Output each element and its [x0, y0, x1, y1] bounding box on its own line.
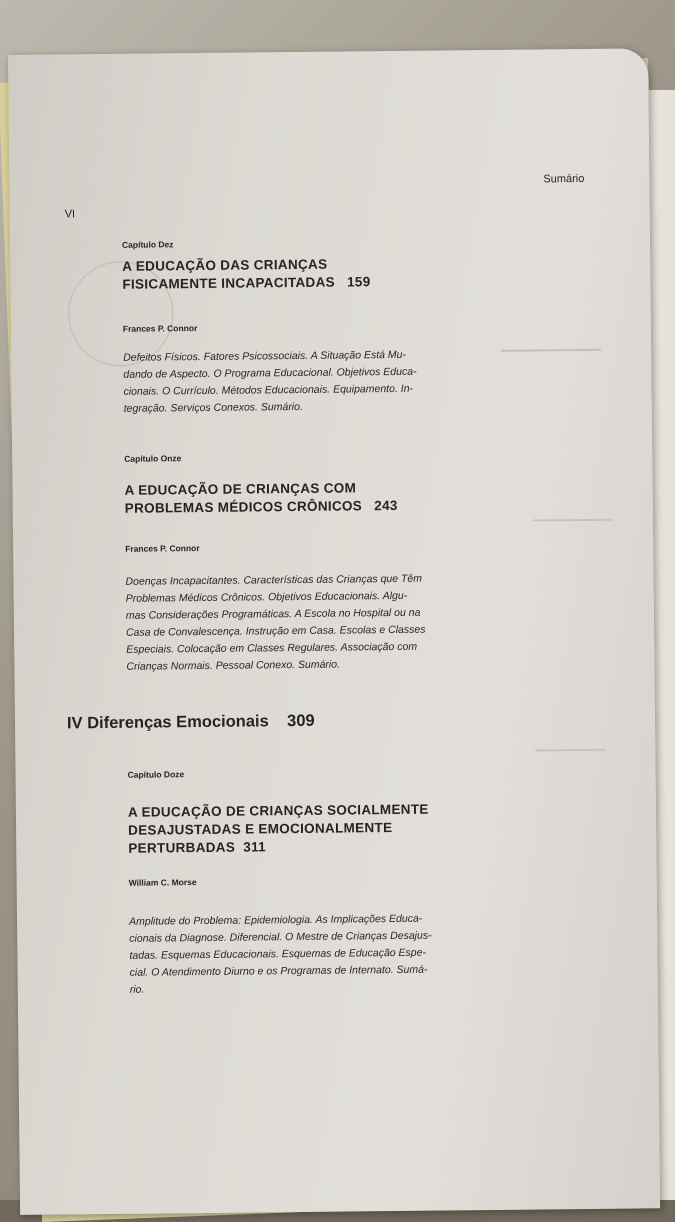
part-title: IV Diferenças Emocionais — [66, 712, 269, 733]
summary-line: Especiais. Colocação em Classes Regulares. Associação com — [126, 640, 418, 656]
chapter-title-line — [122, 271, 542, 293]
chapter-title — [122, 253, 542, 293]
chapter-title-line: A EDUCAÇÃO DE CRIANÇAS COM — [124, 480, 357, 498]
chapter-title-line: DESAJUSTADAS E EMOCIONALMENTE — [128, 820, 393, 838]
book-page — [8, 48, 660, 1215]
summary-line: tadas. Esquemas Educacionais. Esquemas de Educação Espe- — [129, 946, 427, 962]
summary-line: Problemas Médicos Crônicos. Objetivos Educacionais. Algu- — [125, 589, 408, 605]
chapter-title-line: A EDUCAÇÃO DE CRIANÇAS SOCIALMENTE — [127, 801, 429, 820]
chapter-summary — [125, 569, 556, 675]
summary-line: Crianças Normais. Pessoal Conexo. Sumário. — [126, 658, 341, 673]
chapter-author: Frances P. Connor — [125, 543, 200, 554]
summary-line: Amplitude do Problema: Epidemiologia. As Implicações Educa- — [129, 912, 423, 928]
summary-line: tegração. Serviços Conexos. Sumário. — [123, 400, 303, 415]
summary-line: Doenças Incapacitantes. Características das Crianças que Têm — [125, 572, 423, 588]
chapter-summary — [123, 345, 554, 417]
chapter-label: Capítulo Onze — [124, 453, 182, 464]
summary-line: Casa de Convalescença. Instrução em Casa. Escolas e Classes — [125, 623, 426, 639]
show-through-line — [533, 519, 613, 522]
chapter-title-text: PERTURBADAS — [128, 839, 236, 856]
summary-line: Defeitos Físicos. Fatores Psicossociais. A Situação Está Mu- — [123, 348, 407, 364]
show-through-line — [535, 749, 605, 752]
chapter-title-line — [128, 835, 568, 858]
chapter-label: Capítulo Doze — [127, 769, 185, 780]
summary-line: dando de Aspecto. O Programa Educacional. Objetivos Educa- — [123, 365, 417, 381]
chapter-title-text: FISICAMENTE INCAPACITADAS — [122, 274, 335, 292]
chapter-page: 311 — [243, 839, 266, 855]
chapter-label: Capítulo Dez — [121, 239, 174, 250]
summary-line: cionais da Diagnose. Diferencial. O Mestre de Crianças Desajus- — [129, 929, 432, 945]
summary-line: rio. — [129, 983, 145, 996]
chapter-page: 159 — [346, 274, 371, 290]
part-heading — [67, 712, 315, 734]
chapter-title — [128, 799, 569, 858]
page-content — [8, 48, 660, 1215]
chapter-title-line — [125, 495, 545, 517]
page-number: VI — [64, 208, 76, 221]
chapter-author: William C. Morse — [128, 877, 197, 888]
running-header: Sumário — [543, 172, 585, 186]
summary-line: mas Considerações Programáticas. A Escola no Hospital ou na — [125, 606, 421, 622]
chapter-author: Frances P. Connor — [122, 323, 198, 334]
summary-line: cionais. O Currículo. Métodos Educacionais. Equipamento. In- — [123, 382, 414, 398]
summary-line: cial. O Atendimento Diurno e os Programas de Internato. Sumá- — [129, 963, 428, 979]
chapter-summary — [129, 909, 560, 998]
chapter-title-line: A EDUCAÇÃO DAS CRIANÇAS — [122, 256, 328, 274]
chapter-title — [124, 477, 544, 517]
chapter-page: 243 — [374, 497, 398, 514]
part-page: 309 — [286, 711, 315, 731]
chapter-title-text: PROBLEMAS MÉDICOS CRÔNICOS — [124, 498, 363, 516]
